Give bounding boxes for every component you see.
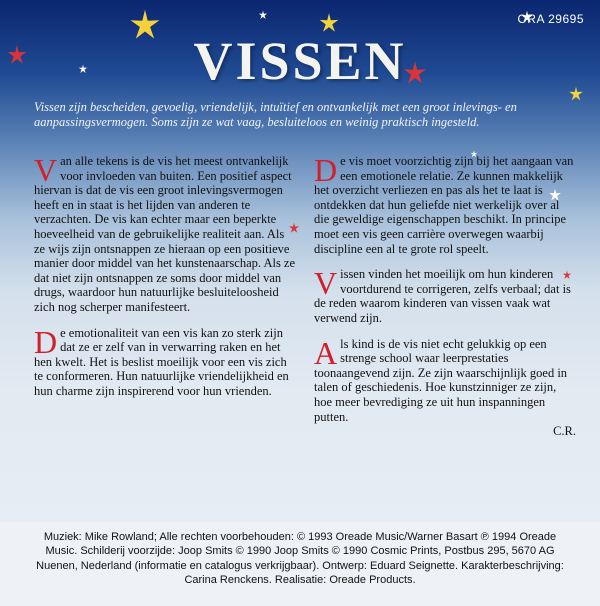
dropcap: D [314, 152, 338, 188]
right-column [314, 154, 576, 439]
dropcap: V [314, 265, 338, 302]
footer [0, 522, 600, 606]
paragraph-text: ls kind is de vis niet echt gelukkig op een strenge school waar leerprestaties toonaangevend zijn. Ze zijn waarschijnlijk goed in talen of geschiedenis. Hoe kunstzinniger ze zijn, hoe meer bevrediging ze uit hun inspanningen putten. [314, 336, 568, 424]
page-title: VISSEN [193, 31, 407, 91]
dropcap: V [34, 152, 58, 188]
dropcap: A [314, 334, 338, 371]
dropcap: D [34, 323, 58, 360]
paragraph [34, 154, 296, 315]
paragraph-text: issen vinden het moeilijk om hun kinderen voortdurend te corrigeren, zelfs verbaal; dat is de reden waarom kinderen van vissen vaak wat verwend zijn. [314, 267, 571, 325]
left-column [34, 154, 296, 410]
paragraph-text: e emotionaliteit van een vis kan zo sterk zijn dat ze er zelf van in verwarring raken en het hen kwelt. Het is beslist moeilijk voor een vis zich te conformeren. Hun natuurlijke vriendelijkheid en hun charme zijn inspirerend voor hun vrienden. [34, 325, 289, 398]
paragraph [314, 154, 576, 256]
star-icon [258, 10, 268, 20]
author-signature: C.R. [553, 424, 576, 439]
intro-text: Vissen zijn bescheiden, gevoelig, vriendelijk, intuïtief en ontvankelijk met een groot inlevings- en aanpassingsvermogen. Soms zijn ze wat vaag, besluiteloos en weinig praktisch ingesteld. [34, 100, 517, 129]
paragraph [34, 323, 296, 399]
catalog-number: ORA 29695 [517, 12, 584, 26]
paragraph-text: e vis moet voorzichtig zijn bij het aangaan van een emotionele relatie. Ze kunnen makkelijk het overzicht verliezen en pas als het te laat is ontdekken dat hun geliefde niet werkelijk over al die geweldige eigenschappen beschikt. In principe moet een vis geen carrière overwegen waarbij discipline een al te grote rol speelt. [314, 154, 574, 256]
credits-text: Muziek: Mike Rowland; Alle rechten voorbehouden: © 1993 Oreade Music/Warner Basart ℗ 1994 Oreade Music. Schilderij voorzijde: Joop Smits © 1990 Joop Smits © 1990 Cosmic Prints, Postbus 295, 5670 AG Nuenen, Nederland (informatie en catalogus verkrijgbaar). Ontwerp: Eduard Seignette. Karakterbeschrijving: Carina Renckens. Realisatie: Oreade Products. [36, 531, 564, 587]
paragraph [314, 334, 576, 425]
paragraph [314, 267, 576, 325]
paragraph-text: an alle tekens is de vis het meest ontvankelijk voor invloeden van buiten. Een positief aspect hiervan is dat de vis een groot inlevingsvermogen heeft en in staat is het lijden van anderen te verzachten. De vis kan echter maar een beperkte hoeveelheid van de gebruikelijke realiteit aan. Als ze wijs zijn ontsnappen ze hieraan op een positieve manier door middel van het kunstenaarschap. Als ze dat niet zijn ontsnappen ze soms door middel van drugs, waardoor hun natuurlijke besluiteloosheid zich nog scherper manifesteert. [34, 154, 296, 314]
